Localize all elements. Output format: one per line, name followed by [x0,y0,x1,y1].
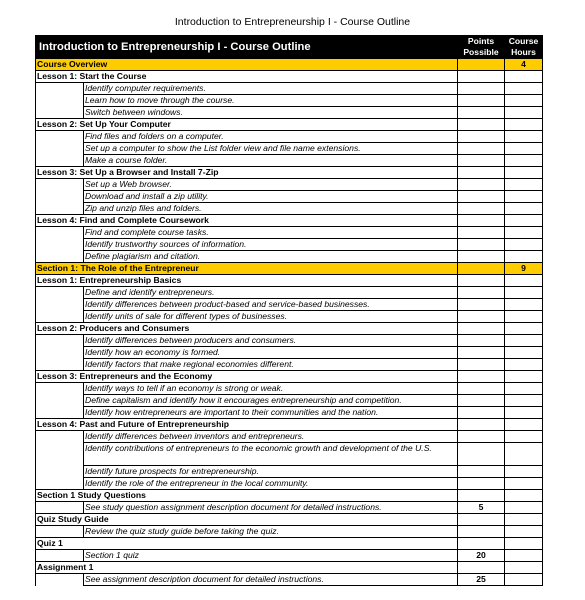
objective-row [36,550,543,562]
lesson-row [36,562,543,574]
objective-row [36,287,543,299]
objective-text: Download and install a zip utility. [84,191,458,203]
lesson-row [36,490,543,502]
points-value [458,347,505,359]
indent-cell [36,395,84,407]
indent-cell [36,347,84,359]
lesson-label: Quiz 1 [36,538,458,550]
points-value: 25 [458,574,505,586]
points-value [458,359,505,371]
lesson-label: Lesson 1: Start the Course [36,71,458,83]
objective-row [36,131,543,143]
hours-value [505,478,543,490]
lesson-points [458,71,505,83]
hours-value [505,299,543,311]
section-hours: 9 [505,263,543,275]
points-value [458,251,505,263]
hours-header-line1: Course [508,36,539,46]
indent-cell [36,299,84,311]
objective-text: Define capitalism and identify how it encourages entrepreneurship and competition. [84,395,458,407]
points-header-line2: Possible [463,47,499,57]
objective-text: Identify factors that make regional economies different. [84,359,458,371]
lesson-points [458,419,505,431]
indent-cell [36,550,84,562]
objective-text: Section 1 quiz [84,550,458,562]
hours-value [505,550,543,562]
section-points [458,263,505,275]
hours-value [505,395,543,407]
objective-row [36,359,543,371]
lesson-row [36,119,543,131]
hours-value [505,335,543,347]
objective-text: Identify trustworthy sources of information. [84,239,458,251]
lesson-label: Lesson 4: Find and Complete Coursework [36,215,458,227]
points-header-line1: Points [467,36,495,46]
objective-row [36,478,543,490]
lesson-label: Assignment 1 [36,562,458,574]
lesson-row [36,514,543,526]
objective-text: Set up a Web browser. [84,179,458,191]
objective-text: Zip and unzip files and folders. [84,203,458,215]
page-title: Introduction to Entrepreneurship I - Course Outline [174,16,411,28]
indent-cell [36,359,84,371]
objective-text: Identify how entrepreneurs are important to their communities and the nation. [84,407,458,419]
lesson-row [36,371,543,383]
lesson-hours [505,538,543,550]
lesson-points [458,275,505,287]
section-hours: 4 [505,59,543,71]
hours-value [505,191,543,203]
hours-value [505,83,543,95]
points-value [458,466,505,478]
objective-row [36,502,543,514]
objective-text: Define plagiarism and citation. [84,251,458,263]
lesson-hours [505,490,543,502]
objective-text: See study question assignment description document for detailed instructions. [84,502,458,514]
lesson-hours [505,167,543,179]
lesson-label: Lesson 2: Producers and Consumers [36,323,458,335]
lesson-row [36,215,543,227]
objective-row [36,347,543,359]
objective-row [36,335,543,347]
lesson-points [458,215,505,227]
lesson-label: Section 1 Study Questions [36,490,458,502]
points-value [458,155,505,167]
section-points [458,59,505,71]
points-value [458,526,505,538]
objective-row [36,239,543,251]
points-value [458,239,505,251]
hours-value [505,347,543,359]
hours-value [505,251,543,263]
hours-value [505,107,543,119]
hours-value [505,383,543,395]
lesson-row [36,538,543,550]
indent-cell [36,443,84,466]
objective-row [36,107,543,119]
objective-row [36,95,543,107]
hours-value [505,287,543,299]
objective-text: Identify future prospects for entrepreneurship. [84,466,458,478]
points-value [458,299,505,311]
indent-cell [36,478,84,490]
hours-value [505,574,543,586]
points-value [458,431,505,443]
lesson-label: Lesson 2: Set Up Your Computer [36,119,458,131]
indent-cell [36,83,84,95]
lesson-points [458,538,505,550]
indent-cell [36,431,84,443]
points-value: 20 [458,550,505,562]
objective-row [36,395,543,407]
objective-row [36,251,543,263]
lesson-hours [505,562,543,574]
objective-text: Review the quiz study guide before taking the quiz. [84,526,458,538]
points-value [458,95,505,107]
table-title: Introduction to Entrepreneurship I - Course Outline [36,36,458,59]
indent-cell [36,407,84,419]
table-header-row [36,36,543,59]
objective-row [36,203,543,215]
hours-value [505,143,543,155]
lesson-points [458,371,505,383]
points-value [458,383,505,395]
points-value [458,287,505,299]
points-value [458,227,505,239]
indent-cell [36,574,84,586]
objective-text: Identify computer requirements. [84,83,458,95]
lesson-row [36,275,543,287]
objective-row [36,407,543,419]
objective-row [36,83,543,95]
points-value [458,83,505,95]
points-value [458,311,505,323]
lesson-points [458,167,505,179]
objective-text: Identify ways to tell if an economy is strong or weak. [84,383,458,395]
points-value [458,395,505,407]
lesson-row [36,419,543,431]
hours-value [505,359,543,371]
indent-cell [36,179,84,191]
hours-value [505,179,543,191]
lesson-hours [505,275,543,287]
points-value [458,179,505,191]
hours-value [505,239,543,251]
lesson-points [458,514,505,526]
objective-text: Find and complete course tasks. [84,227,458,239]
objective-text: Make a course folder. [84,155,458,167]
indent-cell [36,239,84,251]
section-label: Section 1: The Role of the Entrepreneur [36,263,458,275]
lesson-hours [505,119,543,131]
indent-cell [36,526,84,538]
lesson-hours [505,71,543,83]
hours-header-line2: Hours [511,47,536,57]
lesson-row [36,323,543,335]
objective-text: Identify contributions of entrepreneurs to the economic growth and development of the U.S. [84,443,458,466]
lesson-label: Quiz Study Guide [36,514,458,526]
lesson-row [36,71,543,83]
points-value [458,191,505,203]
lesson-hours [505,215,543,227]
lesson-hours [505,323,543,335]
objective-text: Define and identify entrepreneurs. [84,287,458,299]
points-value [458,443,505,466]
hours-value [505,407,543,419]
objective-text: Identify differences between product-based and service-based businesses. [84,299,458,311]
objective-text: Switch between windows. [84,107,458,119]
objective-row [36,191,543,203]
section-label: Course Overview [36,59,458,71]
lesson-label: Lesson 4: Past and Future of Entrepreneurship [36,419,458,431]
indent-cell [36,502,84,514]
points-value [458,143,505,155]
points-value [458,107,505,119]
hours-value [505,311,543,323]
hours-value [505,443,543,466]
points-value [458,335,505,347]
objective-row [36,466,543,478]
objective-row [36,574,543,586]
hours-value [505,203,543,215]
objective-text: Identify differences between producers and consumers. [84,335,458,347]
indent-cell [36,191,84,203]
objective-row [36,143,543,155]
objective-text: Identify differences between inventors and entrepreneurs. [84,431,458,443]
course-hours-header [505,36,543,59]
points-value [458,203,505,215]
indent-cell [36,95,84,107]
points-value [458,131,505,143]
objective-text: Set up a computer to show the List folder view and file name extensions. [84,143,458,155]
objective-text: See assignment description document for detailed instructions. [84,574,458,586]
lesson-label: Lesson 3: Set Up a Browser and Install 7-Zip [36,167,458,179]
lesson-hours [505,371,543,383]
indent-cell [36,287,84,299]
points-value: 5 [458,502,505,514]
objective-text: Find files and folders on a computer. [84,131,458,143]
indent-cell [36,143,84,155]
lesson-label: Lesson 3: Entrepreneurs and the Economy [36,371,458,383]
lesson-points [458,323,505,335]
lesson-points [458,119,505,131]
lesson-hours [505,419,543,431]
hours-value [505,431,543,443]
objective-row [36,443,543,466]
hours-value [505,526,543,538]
lesson-label: Lesson 1: Entrepreneurship Basics [36,275,458,287]
indent-cell [36,335,84,347]
objective-text: Learn how to move through the course. [84,95,458,107]
objective-text: Identify how an economy is formed. [84,347,458,359]
objective-text: Identify the role of the entrepreneur in the local community. [84,478,458,490]
hours-value [505,131,543,143]
indent-cell [36,107,84,119]
indent-cell [36,131,84,143]
indent-cell [36,383,84,395]
objective-row [36,383,543,395]
indent-cell [36,203,84,215]
section-row [36,263,543,275]
indent-cell [36,466,84,478]
objective-row [36,311,543,323]
objective-row [36,526,543,538]
objective-row [36,431,543,443]
indent-cell [36,311,84,323]
hours-value [505,155,543,167]
indent-cell [36,251,84,263]
lesson-hours [505,514,543,526]
points-possible-header [458,36,505,59]
points-value [458,478,505,490]
objective-text: Identify units of sale for different types of businesses. [84,311,458,323]
hours-value [505,227,543,239]
section-row [36,59,543,71]
indent-cell [36,227,84,239]
lesson-row [36,167,543,179]
objective-row [36,179,543,191]
course-outline-table [35,35,543,586]
lesson-points [458,562,505,574]
points-value [458,407,505,419]
objective-row [36,155,543,167]
lesson-points [458,490,505,502]
objective-row [36,227,543,239]
indent-cell [36,155,84,167]
hours-value [505,466,543,478]
objective-row [36,299,543,311]
hours-value [505,502,543,514]
hours-value [505,95,543,107]
